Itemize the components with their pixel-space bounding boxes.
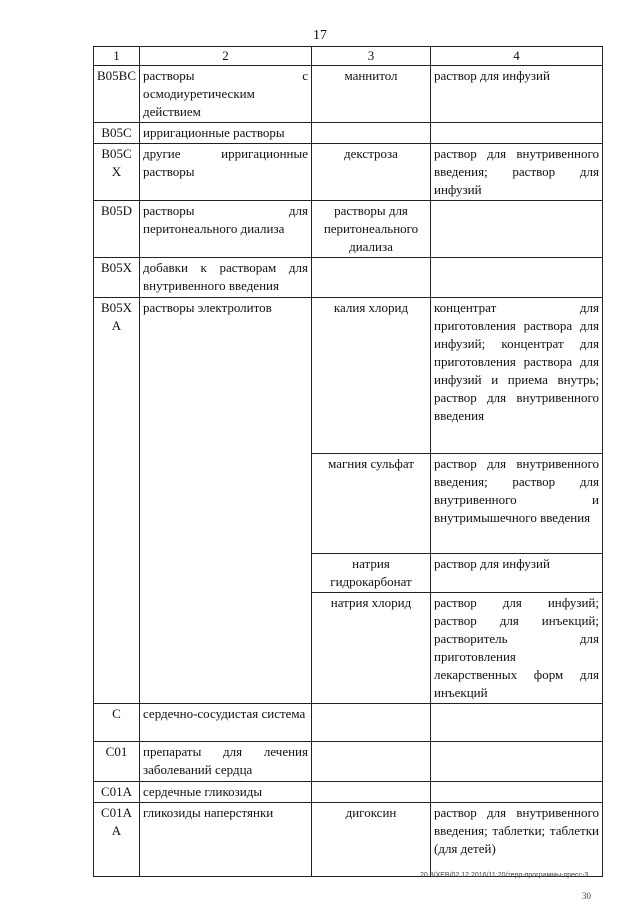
dosage-form (431, 742, 603, 782)
drug-name: маннитол (312, 66, 431, 123)
atc-code: C01AA (94, 803, 140, 877)
table-row (94, 298, 603, 454)
table-header-row (94, 47, 603, 66)
atc-code: C (94, 704, 140, 742)
table-row (94, 742, 603, 782)
group-name: сердечно-сосудистая система (140, 704, 312, 742)
table-row (94, 123, 603, 144)
atc-code: C01 (94, 742, 140, 782)
atc-code: B05X (94, 258, 140, 298)
dosage-form (431, 782, 603, 803)
dosage-form: раствор для инфузий; раствор для инъекций; растворитель для приготовления лекарственных форм для инъекций (431, 593, 603, 704)
drug-classification-table (93, 46, 603, 877)
header-col-3: 3 (312, 47, 431, 66)
table-row (94, 144, 603, 201)
dosage-form: раствор для внутривенного введения; таблетки; таблетки (для детей) (431, 803, 603, 877)
header-col-2: 2 (140, 47, 312, 66)
dosage-form (431, 704, 603, 742)
drug-name: калия хлорид (312, 298, 431, 454)
table-row (94, 704, 603, 742)
table-row (94, 803, 603, 877)
atc-code: B05CX (94, 144, 140, 201)
atc-code: B05D (94, 201, 140, 258)
group-name: растворы электролитов (140, 298, 312, 704)
drug-name: натрия хлорид (312, 593, 431, 704)
dosage-form: раствор для инфузий (431, 66, 603, 123)
dosage-form: раствор для инфузий (431, 554, 603, 593)
table-row (94, 782, 603, 803)
dosage-form (431, 201, 603, 258)
drug-name: дигоксин (312, 803, 431, 877)
drug-name (312, 123, 431, 144)
table-row (94, 66, 603, 123)
group-name: добавки к растворам для внутривенного введения (140, 258, 312, 298)
group-name: сердечные гликозиды (140, 782, 312, 803)
table-row (94, 201, 603, 258)
dosage-form: раствор для внутривенного введения; раствор для инфузий (431, 144, 603, 201)
dosage-form (431, 123, 603, 144)
group-name: гликозиды наперстянки (140, 803, 312, 877)
dosage-form: концентрат для приготовления раствора для инфузий; концентрат для приготовления раствора для инфузий и приема внутрь; раствор для внутривенного введения (431, 298, 603, 454)
dosage-form: раствор для внутривенного введения; раствор для внутривенного и внутримышечного введения (431, 454, 603, 554)
atc-code: B05XA (94, 298, 140, 704)
group-name: другие ирригационные растворы (140, 144, 312, 201)
drug-name: растворы для перитонеального диализа (312, 201, 431, 258)
drug-name (312, 258, 431, 298)
dosage-form (431, 258, 603, 298)
drug-name: декстроза (312, 144, 431, 201)
table-row (94, 258, 603, 298)
drug-name (312, 704, 431, 742)
footer-corner-number: 30 (582, 891, 591, 901)
group-name: ирригационные растворы (140, 123, 312, 144)
drug-name: магния сульфат (312, 454, 431, 554)
header-col-4: 4 (431, 47, 603, 66)
footer-note: 20.3/XEB/02.12.2016/11:20/терр-программы-пресс-3 (420, 872, 589, 879)
drug-name (312, 782, 431, 803)
group-name: растворы для перитонеального диализа (140, 201, 312, 258)
group-name: растворы с осмодиуретическим действием (140, 66, 312, 123)
atc-code: B05BC (94, 66, 140, 123)
group-name: препараты для лечения заболеваний сердца (140, 742, 312, 782)
atc-code: B05C (94, 123, 140, 144)
header-col-1: 1 (94, 47, 140, 66)
page-number: 17 (313, 28, 327, 43)
drug-name: натрия гидрокарбонат (312, 554, 431, 593)
drug-name (312, 742, 431, 782)
atc-code: C01A (94, 782, 140, 803)
